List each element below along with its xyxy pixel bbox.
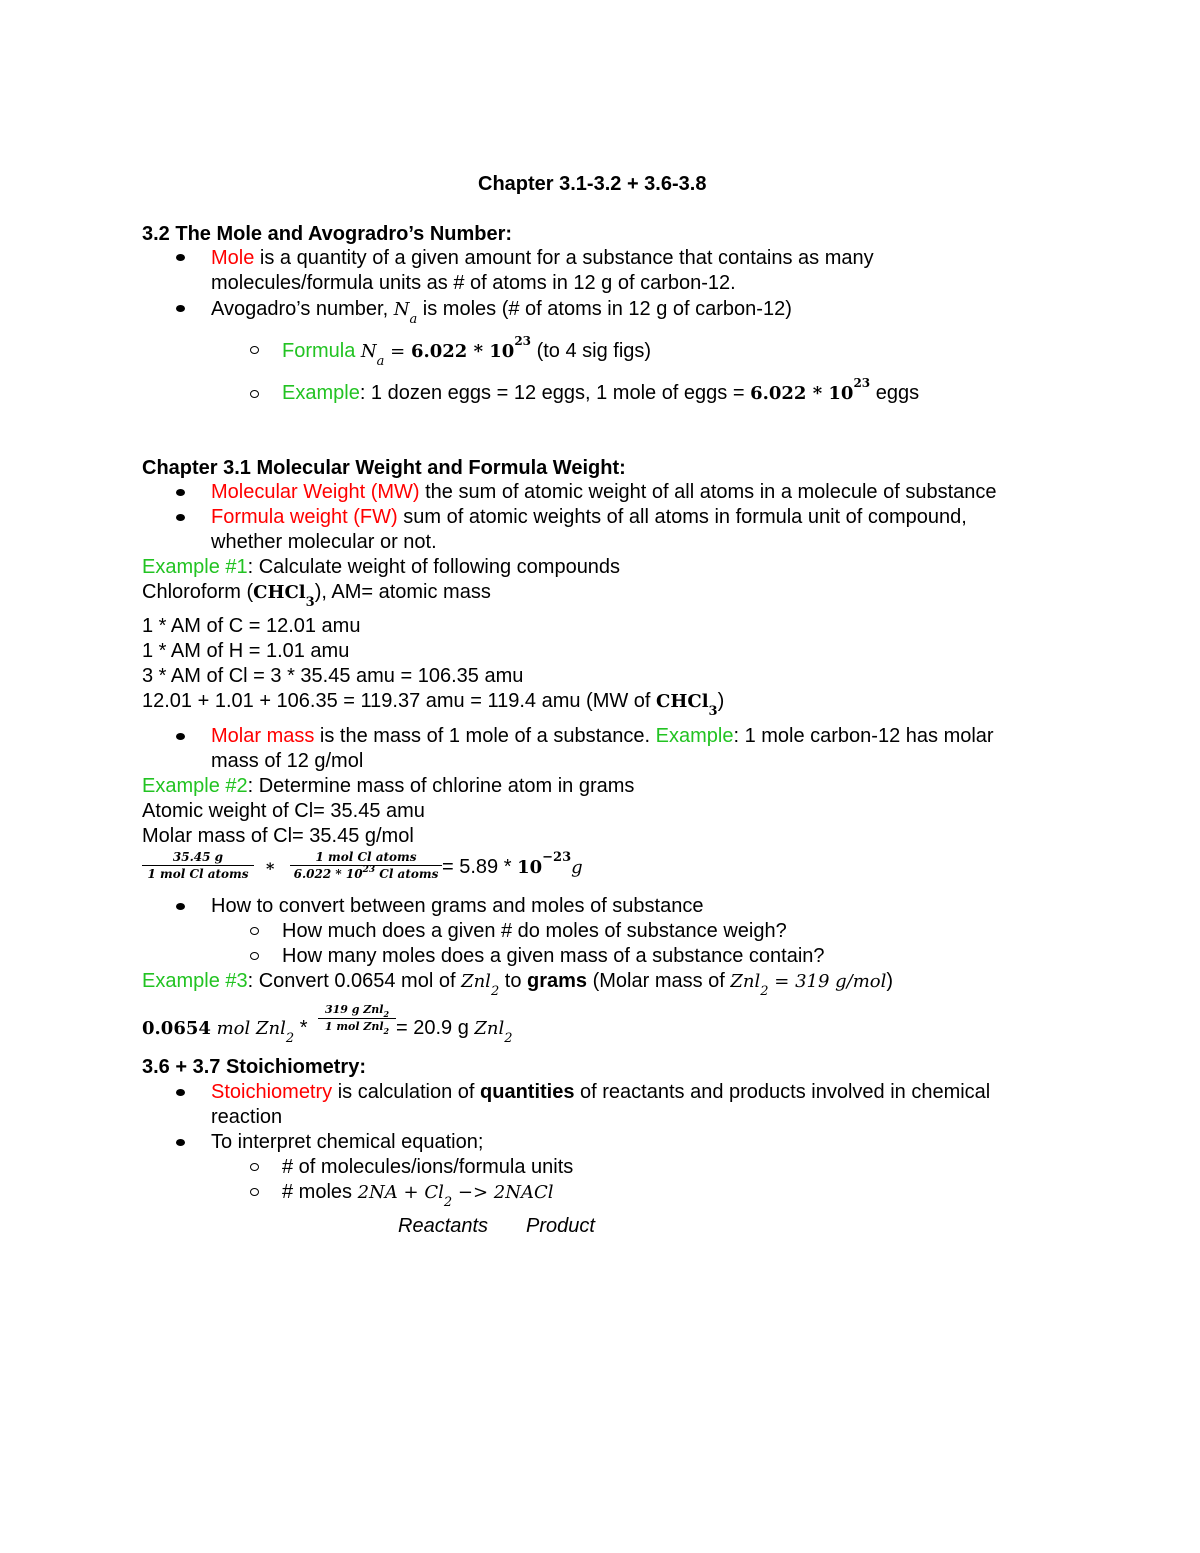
bullet-icon [176,1089,185,1096]
bullet-icon [176,514,185,521]
grams-word: grams [527,970,588,992]
fraction-denominator [318,1019,396,1035]
eggs-word: eggs [870,382,920,404]
avogadro-constant: 6.022 * 10 [293,867,363,881]
term-molecular-weight: Molecular Weight (MW) [211,481,420,503]
na-symbol: N [360,341,377,362]
na-subscript: a [376,354,385,369]
stoichiometry-cont: reaction [211,1106,283,1128]
example-2-text: : Determine mass of chlorine atom in grams [247,775,635,797]
eggs-example-text: : 1 dozen eggs = 12 eggs, 1 mole of eggs = [359,382,751,404]
avogadro-text-rest: is moles (# of atoms in 12 g of carbon-12) [417,298,792,320]
chloroform-text: Chloroform ( [142,581,254,603]
formula-weight-definition [211,505,967,530]
close-paren: ) [717,690,725,712]
example-1-text: : Calculate weight of following compounds [247,556,621,578]
subscript: 2 [490,984,500,999]
denominator-text: 1 mol Znl [324,1020,384,1033]
exponent: 23 [362,865,376,875]
molar-mass-value: = 319 g/mol [768,971,887,992]
interpret-equation: To interpret chemical equation; [211,1131,484,1153]
example-label: Example [282,382,360,404]
sub-bullet-icon [250,927,259,935]
numerator-text: 319 g Znl [324,1003,384,1016]
mole-definition-text: is a quantity of a given amount for a substance that contains as many [254,247,874,269]
close-paren: ) [886,970,894,992]
subscript: 2 [285,1031,295,1046]
total-text: 12.01 + 1.01 + 106.35 = 119.37 amu = 119.4 amu (MW of [142,690,657,712]
mol-amount: 0.0654 [142,1018,211,1039]
example-3-text: : Convert 0.0654 mol of [247,970,462,992]
reactants-label: Reactants [398,1215,489,1237]
exponent: −23 [542,850,572,865]
product-label: Product [526,1215,595,1237]
fraction-mol-per-atoms [290,849,442,884]
quantities-word: quantities [480,1081,575,1103]
avogadro-number-line [211,297,792,327]
multiply-sign: * [294,1017,308,1039]
term-stoichiometry: Stoichiometry [211,1081,333,1103]
formula-line [282,334,652,369]
example-label: Example [655,725,734,747]
to-word: to [499,970,528,992]
sub-bullet-icon [250,390,259,398]
atomic-weight-cl: Atomic weight of Cl= 35.45 amu [142,800,425,822]
subscript: 2 [443,1195,453,1210]
znl2-calc-result [396,1016,513,1046]
ten-base: 10 [517,857,543,878]
sig-figs-note: (to 4 sig figs) [531,340,652,362]
stoichiometry-text-rest: of reactants and products involved in chemical [574,1081,991,1103]
question-contain: How many moles does a given mass of a substance contain? [282,945,825,967]
bullet-icon [176,489,185,496]
fraction-numerator: 1 mol Cl atoms [315,850,417,864]
na-subscript: a [409,312,418,327]
section-heading-mole: 3.2 The Mole and Avogradro’s Number: [142,223,513,245]
am-definition: ), AM= atomic mass [314,581,491,603]
eggs-example-line [282,376,920,408]
stoichiometry-text: is calculation of [332,1081,481,1103]
section-heading-stoichiometry: 3.6 + 3.7 Stoichiometry: [142,1056,366,1078]
fraction-denominator: 1 mol Cl atoms [147,867,249,881]
subscript: 2 [760,984,769,999]
bullet-icon [176,733,185,740]
chloroform-line [142,580,491,610]
mole-definition-cont: molecules/formula units as # of atoms in 12 g of carbon-12. [211,272,736,294]
sub-bullet-icon [250,1163,259,1171]
znl2-formula: Znl [730,971,761,992]
fraction-denominator [290,866,442,884]
molecules-units: # of molecules/ions/formula units [282,1156,574,1178]
fraction-numerator [318,1002,396,1018]
term-formula-weight: Formula weight (FW) [211,506,398,528]
molar-mass-example: : 1 mole carbon-12 has molar [733,725,994,747]
sub-bullet-icon [250,346,259,354]
chlorine-mass-result [442,850,583,882]
na-symbol: N [393,299,410,320]
molar-mass-cont: mass of 12 g/mol [211,750,364,772]
bullet-icon [176,1139,185,1146]
molar-mass-text: (Molar mass of [587,970,731,992]
result-value: = 20.9 g [396,1017,475,1039]
example-3-line [142,969,894,999]
grams-unit: g [571,857,583,878]
multiply-sign: * [266,859,275,878]
question-weigh: How much does a given # do moles of substance weigh? [282,920,787,942]
molar-mass-cl: Molar mass of Cl= 35.45 g/mol [142,825,414,847]
reaction-lhs: 2NA + Cl [357,1182,444,1203]
avogadro-text: Avogadro’s number, [211,298,394,320]
formula-weight-cont: whether molecular or not. [211,531,437,553]
calc-line-chlorine: 3 * AM of Cl = 3 * 35.45 amu = 106.35 amu [142,665,524,687]
formula-weight-text: sum of atomic weights of all atoms in formula unit of compound, [397,506,967,528]
molecular-weight-text: the sum of atomic weight of all atoms in a molecule of substance [419,481,997,503]
fraction-znl2 [318,1002,396,1035]
example-2-label: Example #2 [142,775,248,797]
subscript: 3 [708,704,718,719]
fraction-numerator: 35.45 g [172,850,224,864]
molar-mass-definition [211,724,994,749]
avogadro-constant: 6.022 * 10 [750,383,854,404]
chcl3-formula: CHCl [253,582,306,603]
exponent: 23 [514,334,532,348]
znl2-formula: Znl [474,1018,505,1039]
bullet-icon [176,903,185,910]
cl-atoms: Cl atoms [375,867,439,881]
moles-equation [282,1180,554,1210]
subscript: 2 [383,1009,390,1019]
subscript: 2 [383,1026,390,1036]
fraction-grams-per-mol [142,849,254,882]
subscript: 3 [305,595,315,610]
term-mole: Mole [211,247,255,269]
znl2-formula: Znl [461,971,491,992]
term-molar-mass: Molar mass [211,725,315,747]
equals-sign: = [384,341,411,362]
sub-bullet-icon [250,1188,259,1196]
page-title: Chapter 3.1-3.2 + 3.6-3.8 [478,173,707,195]
exponent: 23 [853,376,871,390]
formula-label: Formula [282,340,356,362]
bullet-icon [176,254,185,261]
znl2-calc-lhs [142,1016,308,1046]
avogadro-constant: 6.022 * 10 [410,341,515,362]
bullet-icon [176,305,185,312]
calc-line-hydrogen: 1 * AM of H = 1.01 amu [142,640,350,662]
mol-znl2: mol Znl [210,1018,286,1039]
section-heading-weight: Chapter 3.1 Molecular Weight and Formula Weight: [142,457,626,479]
calc-line-carbon: 1 * AM of C = 12.01 amu [142,615,361,637]
result-value: = 5.89 * [442,856,518,878]
mole-definition [211,246,874,271]
calc-line-total [142,689,725,719]
reaction-rhs: −> 2NACl [452,1182,554,1203]
molecular-weight-definition [211,480,997,505]
example-3-label: Example #3 [142,970,248,992]
stoichiometry-definition [211,1080,990,1105]
example-1-label: Example #1 [142,556,248,578]
convert-grams-moles: How to convert between grams and moles of substance [211,895,704,917]
subscript: 2 [504,1031,513,1046]
sub-bullet-icon [250,952,259,960]
moles-text: # moles [282,1181,358,1203]
example-2-line [142,774,634,799]
molar-mass-text: is the mass of 1 mole of a substance. [314,725,656,747]
example-1-line [142,555,620,580]
chcl3-formula: CHCl [656,691,709,712]
